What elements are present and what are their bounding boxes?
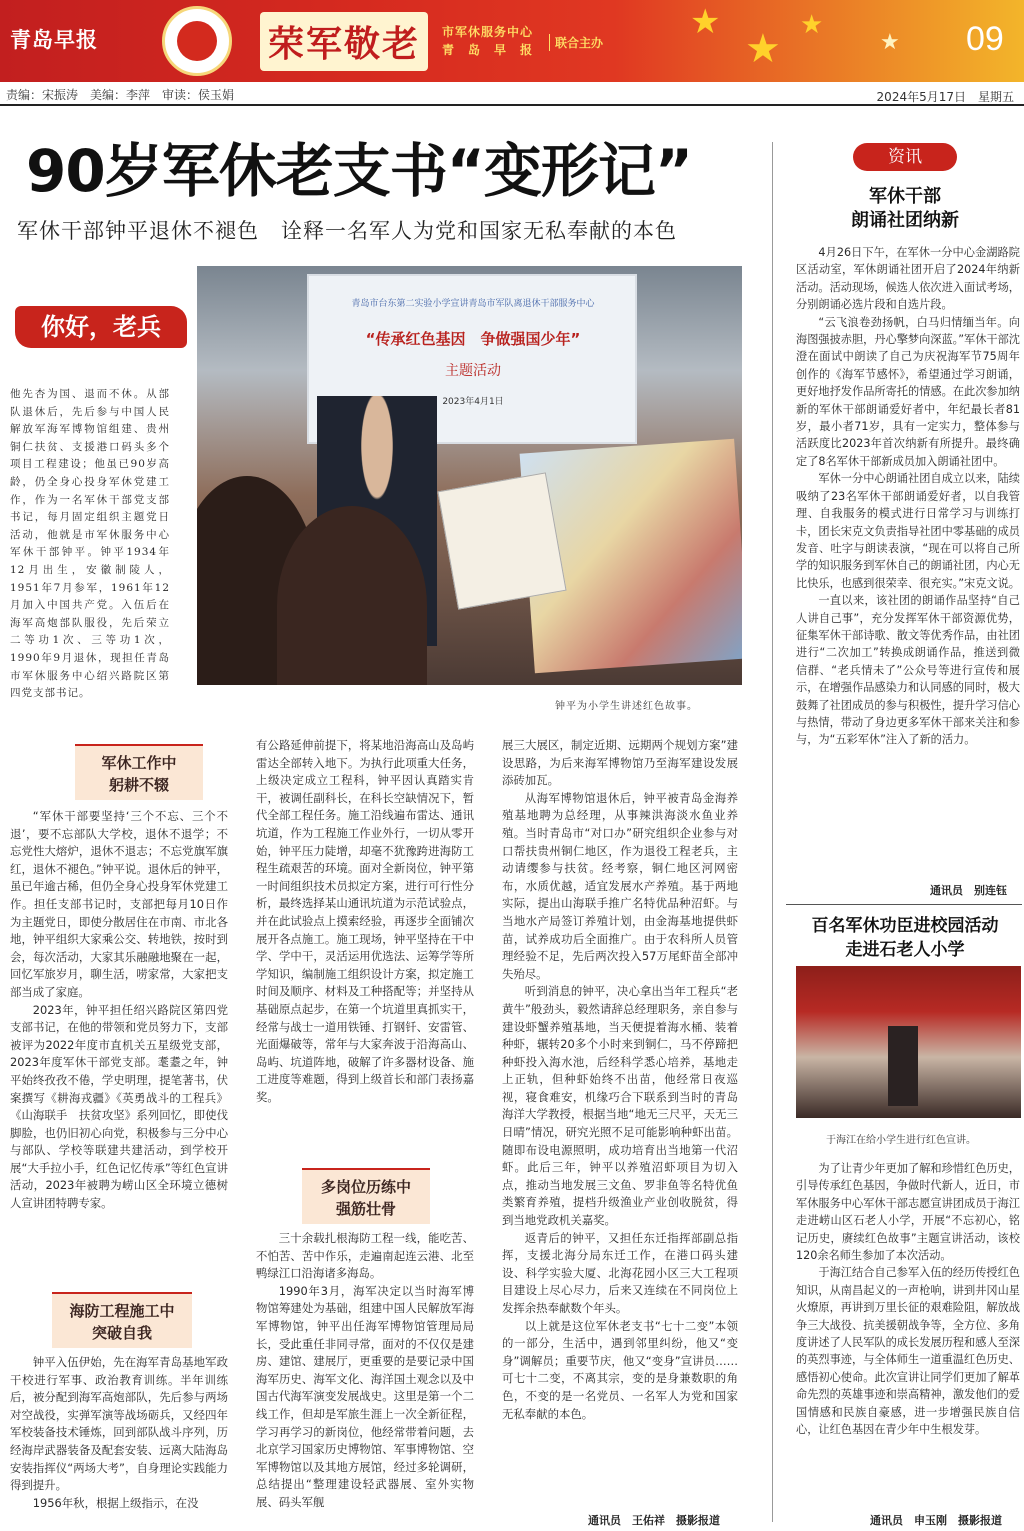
sidebar-story-2-body <box>796 1160 1020 1439</box>
paragraph: 军休一分中心朗诵社团自成立以来，陆续吸纳了23名军休干部朗诵爱好者，以自我管理、自我服务的模式进行日常学习与训练打卡，团长宋克文负责指导社团中零基础的成员发音、吐字与朗读表演，“现在可以将自己所学的知识服务到军休自己的朗诵社团，内心无比快乐，也感到很荣幸、很充实。”宋克文说。 <box>796 472 1020 590</box>
header-rule <box>0 104 1024 106</box>
star-icon: ★ <box>690 2 721 42</box>
column-3 <box>502 737 738 1423</box>
organizer-names <box>442 23 533 59</box>
screen-line-4: 2023年4月1日 <box>442 397 504 407</box>
intro-text: 他先杏为国、退而不休。从部队退休后，先后参与中国人民解放军海军博物馆组建、贵州铜仁扶贫、支援港口码头多个项目工程建设；他虽已90岁高龄，仍全身心投身军休党建工作，作为一名军休干部党支部书记，每月固定组织主题党日活动，他就是市军休服务中心军休干部钟平。钟平1934年12月出生，安徽制陵人，1951年7月参军，1961年12月加入中国共产党。入伍后在海军高炮部队服役，先后荣立二等功1次、三等功1次，1990年9月退休，现担任青岛市军休服务中心绍兴路院区第四党支部书记。 <box>10 388 170 700</box>
main-photo <box>197 266 742 685</box>
star-icon: ★ <box>800 10 824 40</box>
sidebar-story-1-title: 军休干部 朗诵社团纳新 <box>851 186 959 231</box>
paragraph: 2023年，钟平担任绍兴路院区第四党支部书记，在他的带领和党员努力下，支部被评为2022年度市直机关五星级党支部，2023年度军休干部党支部。耄耋之年，钟平始终孜孜不倦，学史明理，提笔著书，伏案撰写《耕海戎疆》《英勇战斗的工程兵》《山海联手 扶贫攻坚》系列回忆，即使伐脚脸，也仍旧初心向党，积极参与三分中心与部队、学校等联建共建活动，到学校开展“大手拉小手，红色记忆传承”等红色宣讲活动，2023年被聘为崂山区全环境立德树人宣讲团特聘专家。 <box>10 1002 228 1211</box>
main-reporter: 通讯员 王佑祥 摄影报道 <box>588 1514 720 1527</box>
paragraph: “军休干部要坚持‘三个不忘、三个不退’，要不忘部队大学校，退休不退学；不忘党性大熔炉，退休不退志；不忘党旗军旗红，退休不褪色。”钟平说。退休后的钟平，虽已年逾古稀，但仍全身心投身军休党建工作。担任支部书记时，支部把每月10日作为主题党日，即使分散居住在市南、市北各地，钟平组织大家乘公交、转地铁，按时到会，每次活动，大家其乐融融地聚在一起，回忆军旅岁月，聊生活，唠家常，大家把支部当成了家庭。 <box>10 809 228 999</box>
column-1-top <box>10 808 228 1213</box>
host-label: 联合主办 <box>549 34 603 51</box>
main-subheadline: 军休干部钟平退休不褪色 诠释一名军人为党和国家无私奉献的本色 <box>17 219 677 243</box>
paragraph: 为了让青少年更加了解和珍惜红色历史，引导传承红色基因，争做时代新人，近日，市军休服务中心军休干部志愿宣讲团成员于海江走进崂山区石老人小学，开展“不忘初心，铭记历史，赓续红色故事”主题宣讲活动，该校120余名师生参加了本次活动。 <box>796 1162 1020 1263</box>
paragraph: 有公路延伸前提下，将某地沿海高山及岛屿雷达全部转入地下。为执行此项重大任务，上级决定成立工程科，钟平因认真踏实肯干，被调任副科长，在科长空缺情况下，暂代全部工程任务。施工沿线遍布雷达、通讯坑道，作为工程施工作业外行，一切从零开始，钟平压力陡增，却毫不犹豫跨进海防工程生疏艰苦的环境。面对全新岗位，钟平第一时间组织技术员拟定方案，进行可行性分析，最终选择某山通讯坑道为示范试验点，并在此试验点上摸索经验，再逐步全面铺次展开各点施工。施工现场，钟平坚持在干中学、学中干，灵活运用优选法、运筹学等所学知识，编制施工组织设计方案，拟定施工时间及顺序、材料及工种搭配等；并坚持从基础原点起步，在第一个坑道里真抓实干，经常与战士一道用铁锤、打钢钎、安雷管、光面爆破等，常年与大家奔波于沿海高山、岛屿、坑道阵地，破解了许多器材设备、施工进度等难题，得到上级首长和部门表扬嘉奖。 <box>256 738 474 1104</box>
column-1-bottom <box>10 1354 228 1512</box>
screen-line-3: 主题活动 <box>445 363 501 379</box>
screen-line-1: 青岛市台东第二实验小学宣讲青岛市军队离退休干部服务中心 <box>351 299 595 309</box>
section-title-3-text: 多岗位历练中 强筋壮骨 <box>320 1178 411 1218</box>
paragraph: 展三大展区，制定近期、远期两个规划方案”建设思路，为后来海军博物馆乃至海军建设发展添砖加瓦。 <box>502 738 738 788</box>
section-title-3 <box>302 1168 430 1224</box>
organizer-line-2: 青 岛 早 报 <box>442 43 534 57</box>
section-title-1-text: 军休工作中 躬耕不辍 <box>101 754 177 794</box>
paragraph: 以上就是这位军休老支书“七十二变”本领的一部分，生活中，遇到邻里纠纷，他又“变身”调解员；重要节庆，他又“变身”宣讲员……可七十二变，不离其宗，变的是身兼数职的角色，不变的是一名党员、一名军人为党和国家无私奉献的本色。 <box>502 1318 738 1421</box>
sidebar-photo <box>796 966 1021 1118</box>
paragraph: 从海军博物馆退休后，钟平被青岛金海养殖基地聘为总经理，从事辣洪海淡水鱼业养殖。当时青岛市“对口办”研究组织企业参与对口帮扶贵州铜仁地区，作为退役工程老兵，主动请缨参与扶贫。经考察，铜仁地区河网密布，水质优越，适宜发展水产养殖。基于两地实际，提出山海联手推广名特优品种沼虾。与当地水产局签订养殖计划，由金海基地提供虾苗，试养成功后全面推广。由于农科所人员管理经验不足，先后两次投入57万尾虾苗全部冲失殆尽。 <box>502 790 738 981</box>
screen-line-2: “传承红色基因 争做强国少年” <box>365 330 581 348</box>
sidebar-story-2-reporter: 通讯员 申玉刚 摄影报道 <box>870 1514 1002 1527</box>
page-number: 09 <box>966 20 1004 58</box>
paragraph: “云飞浪卷劲扬帆，白马归情缅当年。向海图强披赤胆，丹心擎梦向深蓝。”军休干部沈澄在面试中朗读了自己为庆祝海军节75周年创作的《海军节感怀》，希望通过学习朗诵，更好地抒发作品所寄托的情感。在此次参加纳新的军休干部朗诵爱好者中，年纪最长者81岁，最小者71岁，具有一定实力，整体参与活跃度比2023年首次纳新有所提升。最终确定了8名军休干部新成员加入朗诵社团中。 <box>796 315 1020 468</box>
section-title-1 <box>75 744 203 800</box>
column-2-bottom <box>256 1230 474 1512</box>
page-banner <box>0 0 1024 82</box>
sidebar-story-2-title: 百名军休功臣进校园活动 走进石老人小学 <box>811 916 999 960</box>
paragraph: 4月26日下午，在军休一分中心金湖路院区活动室，军休朗诵社团开启了2024年纳新活动。活动现场，候选人依次进入面试考场，分别朗诵必选片段和自选片段。 <box>796 246 1020 312</box>
paragraph: 返青后的钟平，又担任东迁指挥部副总指挥，支援北海分局东迁工作，在港口码头建设、科学实验大厦、北海花园小区三大工程项目建设上尽心尽力，后来又连续在不同岗位上发挥余热奉献数个年头。 <box>502 1230 738 1315</box>
paragraph: 于海江结合自己参军入伍的经历传授红色知识，从南昌起义的一声枪响，讲到井冈山星火燎原，再讲到万里长征的艰难险阻，解放战争三大战役、抗美援朝战争等，全方位、多角度讲述了人民军队的成长发展历程和感人至深的英烈事迹，与全体师生一道重温红色历史、感悟初心使命。此次宣讲让同学们更加了解革命先烈的英雄事迹和崇高精神，激发他们的爱国情感和民族自豪感，进一步增强民族自信心，让红色基因在青少年中生根发芽。 <box>796 1266 1020 1437</box>
paragraph: 三十余载扎根海防工程一线，能吃苦、不怕苦、苦中作乐，走遍南起连云港、北至鸭绿江口沿海诸多海岛。 <box>256 1231 474 1281</box>
star-icon: ★ <box>745 26 781 72</box>
section-title-2-text: 海防工程施工中 突破自我 <box>69 1302 175 1342</box>
paragraph: 1956年秋，根据上级指示，在没 <box>32 1495 199 1510</box>
star-icon: ★ <box>880 30 900 55</box>
paragraph: 一直以来，该社团的朗诵作品坚持“自己人讲自己事”，充分发挥军休干部资源优势，征集军休干部诗歌、散文等优秀作品，由社团进行“二次加工”转换成朗诵作品，推送到微信群、“老兵情未了”公众号等进行宣传和展示，在增强作品感染力和认同感的同时，极大鼓舞了社团成员的参与积极性，提升学习信心与热情，带动了身边更多军休干部来关注和参与，为“五彩军休”注入了新的活力。 <box>796 594 1020 747</box>
podium <box>888 1026 918 1106</box>
paragraph: 1990年3月，海军决定以当时海军博物馆筹建处为基础，组建中国人民解放军海军博物馆，钟平出任海军博物馆管理局局长，受此重任非同寻常，面对的不仅仅是建房、建馆、建展厅，更重要的是要记录中国海军历史、海军文化、海洋国土观念以及中国古代海军演变发展战史。这里是第一个二线工作，但却是军旅生涯上一次全新征程，学习再学习的新岗位，他经常带着问题，去北京学习国家历史博物馆、军事博物馆、空军博物馆以及其地方展馆，经过多轮调研，总结提出“整理建设轻武器展、室外实物展、码头军舰 <box>256 1283 474 1509</box>
sidebar-divider <box>772 142 773 1522</box>
sidebar-separator <box>786 904 1022 905</box>
photo-caption: 钟平为小学生讲述红色故事。 <box>555 701 698 712</box>
news-tag: 资讯 <box>853 143 957 171</box>
issue-date: 2024年5月17日 星期五 <box>876 90 1014 104</box>
section-title-2 <box>52 1292 192 1348</box>
organizer-line-1: 市军休服务中心 <box>442 25 534 39</box>
hello-veteran-tag: 你好，老兵 <box>15 306 187 348</box>
editor-credits: 责编：宋振涛 美编：李萍 审读：侯玉娟 <box>6 88 235 102</box>
open-book <box>437 472 566 609</box>
main-headline: 90岁军休老支书“变形记” <box>26 137 692 205</box>
soldier-emblem-icon <box>162 6 232 76</box>
paragraph: 听到消息的钟平，决心拿出当年工程兵“老黄牛”般劲头，毅然请辞总经理职务，亲自参与建设虾蟹养殖基地，当天便提着海水桶、装着种虾，辗转20多个小时来到铜仁，马不停蹄把种虾投入海水池，后经科学悉心培养，基地走上正轨，但种虾始终不出苗，他经常日夜巡视，寝食难安，机缘巧合下联系到当时的青岛海洋大学教授，根据当地“地无三尺平，天无三日晴”情况，研究光照不足可能影响种虾出苗。随即布设电源照明，成功培育出当地第一代沼虾。此后三年，钟平以养殖沼虾项目为切入点，推动当地发展三文鱼、罗非鱼等名特优鱼类繁育养殖，提档升级渔业产业创收脱贫，得到当地党政机关嘉奖。 <box>502 984 738 1228</box>
newspaper-brand: 青岛早报 <box>10 28 98 52</box>
sidebar-photo-caption: 于海江在给小学生进行红色宣讲。 <box>826 1135 976 1146</box>
sidebar-story-1-body <box>796 244 1020 749</box>
sidebar-story-1-reporter: 通讯员 别连钰 <box>930 884 1007 897</box>
paragraph: 钟平入伍伊始，先在海军青岛基地军政干校进行军事、政治教育训练。半年训练后，被分配到海军高炮部队，先后参与两场对空战役，实弹军演等战场砺兵，又经四年军校装备技术锤炼，回到部队战斗序列，历经海岸武器装备及配套安装、远离大陆海岛安装指挥仪“两场大考”，自身理论实践能力得到提升。 <box>10 1355 228 1493</box>
column-name: 荣军敬老 <box>260 12 428 71</box>
column-2-top <box>256 737 474 1106</box>
